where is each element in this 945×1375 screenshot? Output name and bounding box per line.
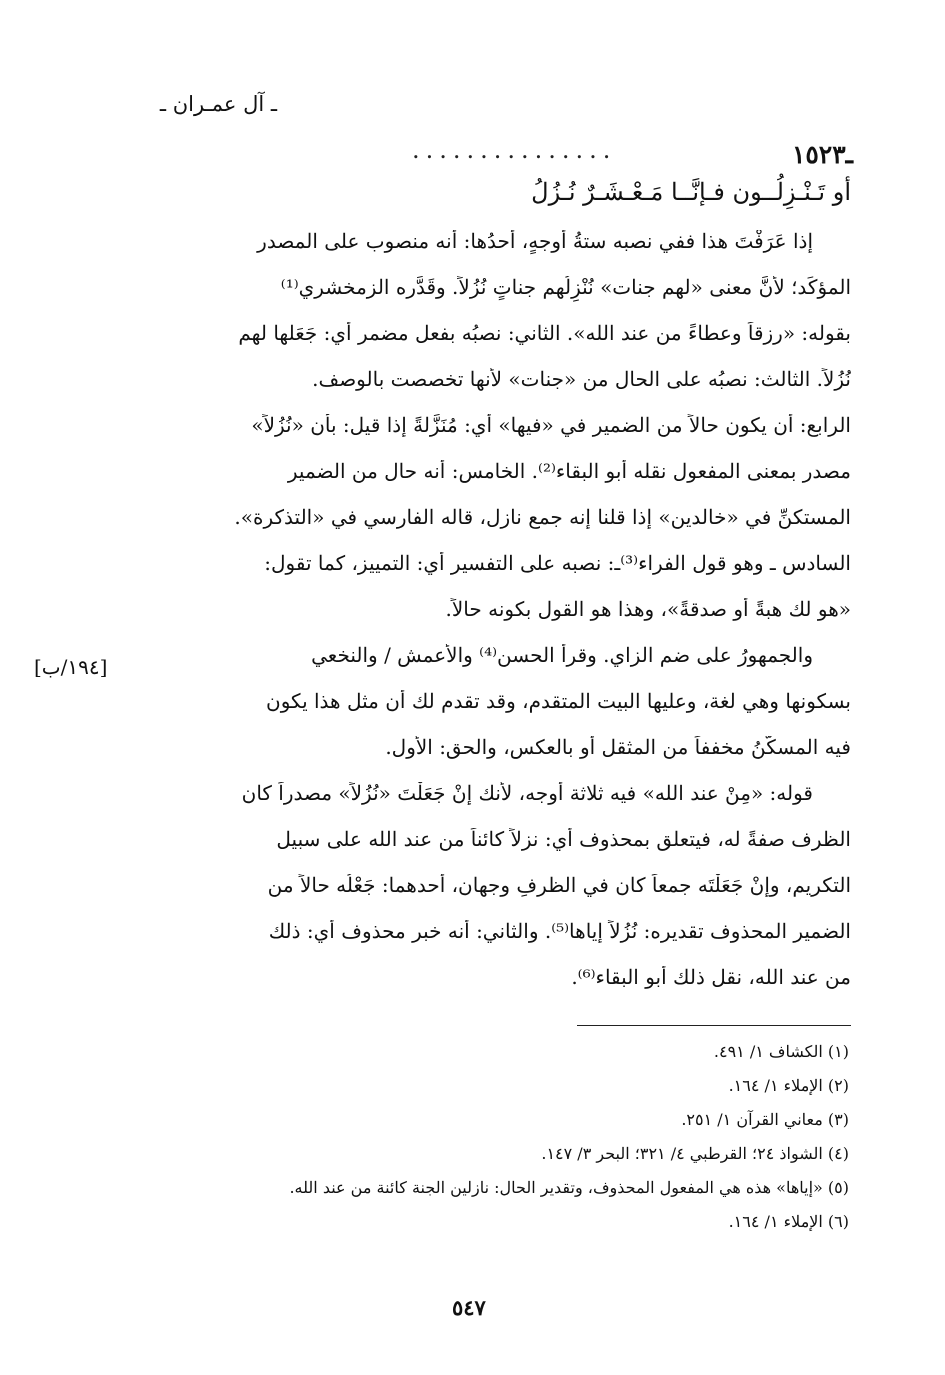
text-line: بسكونها وهي لغة، وعليها البيت المتقدم، وقد تقدم لك أن مثل هذا يكون [266,690,851,713]
footnotes [109,1042,849,1246]
poem-verse: أو تَـنْـزِلُــون فـإنَّــا مَـعْـشَـرٌ نُـزُلُ [531,178,851,206]
footnote: (١) الكشاف ١/ ٤٩١. [713,1042,849,1061]
text-line: الظرف صفةً له، فيتعلق بمحذوف أي: نزلاً كائناً من عند الله على سبيل [276,828,851,851]
text-line: المستكنِّ في «خالدين» إذا قلنا إنه جمع نازل، قاله الفارسي في «التذكرة». [234,506,851,529]
footnote: (٤) الشواذ ٢٤؛ القرطبي ٤/ ٣٢١؛ البحر ٣/ ١٤٧. [541,1144,849,1163]
footnote-separator [577,1025,851,1026]
running-header-title: ـ آل عمـران ـ [159,92,277,116]
manuscript-folio-marker: [١٩٤/ب] [34,655,108,679]
text-line: من عند الله، نقل ذلك أبو البقاء⁽⁶⁾. [571,966,851,989]
footnote: (٣) معاني القرآن ١/ ٢٥١. [681,1110,849,1129]
text-line: بقوله: «رزقاً وعطاءً من عند الله». الثاني: نصبُه بفعل مضمر أي: جَعَلها لهم [238,322,851,345]
text-line: قوله: «مِنْ عند الله» فيه ثلاثة أوجه، لأنك إنْ جَعَلْتَ «نُزُلاً» مصدراً كان [241,782,813,805]
main-text [111,230,851,1012]
text-line: التكريم، وإنْ جَعَلْتَه جمعاً كان في الظرفِ وجهان، أحدهما: جَعْلُه حالاً من [267,874,851,897]
text-line: الضمير المحذوف تقديره: نُزُلاً إياها⁽⁵⁾. والثاني: أنه خبر محذوف أي: ذلك [268,920,851,943]
page-number: ٥٤٧ [452,1295,486,1320]
text-line: المؤكِّد؛ لأنَّ معنى «لهم جنات» نُنْزِلُهم جناتٍ نُزُلاً. وقَدَّره الزمخشري⁽¹⁾ [280,276,851,299]
leader-dots: ............... [412,136,617,164]
text-line: فيه المسكَّنُ مخففاً من المثقل أو بالعكس، والحق: الأول. [385,736,851,759]
text-line: مصدر بمعنى المفعول نقله أبو البقاء⁽²⁾. الخامس: أنه حال من الضمير [287,460,851,483]
footnote: (٢) الإملاء ١/ ١٦٤. [728,1076,849,1095]
text-line: نُزُلاً. الثالث: نصبُه على الحال من «جنات» لأنها تخصصت بالوصف. [312,368,851,391]
verse-number: ـ١٥٢٣ [791,140,853,169]
text-line: الرابع: أن يكون حالاً من الضمير في «فيها» أي: مُنَزَّلةً إذا قيل: بأن «نُزُلاً» [251,414,851,437]
text-line: السادس ـ وهو قول الفراء⁽³⁾ـ: نصبه على التفسير أي: التمييز، كما تقول: [264,552,851,575]
text-line: والجمهورُ على ضم الزاي. وقرأ الحسن⁽⁴⁾ والأعمش / والنخعي [311,644,813,667]
footnote: (٥) «إياها» هذه هي المفعول المحذوف، وتقدير الحال: نازلين الجنة كائنة من عند الله. [289,1178,849,1197]
text-line: «هو لك هبةً أو صدقةً»، وهذا هو القول بكونه حالاً. [445,598,851,621]
footnote: (٦) الإملاء ١/ ١٦٤. [728,1212,849,1231]
text-line: إذا عَرَفْتَ هذا ففي نصبه ستةُ أوجهٍ، أحدُها: أنه منصوب على المصدر [257,230,813,253]
